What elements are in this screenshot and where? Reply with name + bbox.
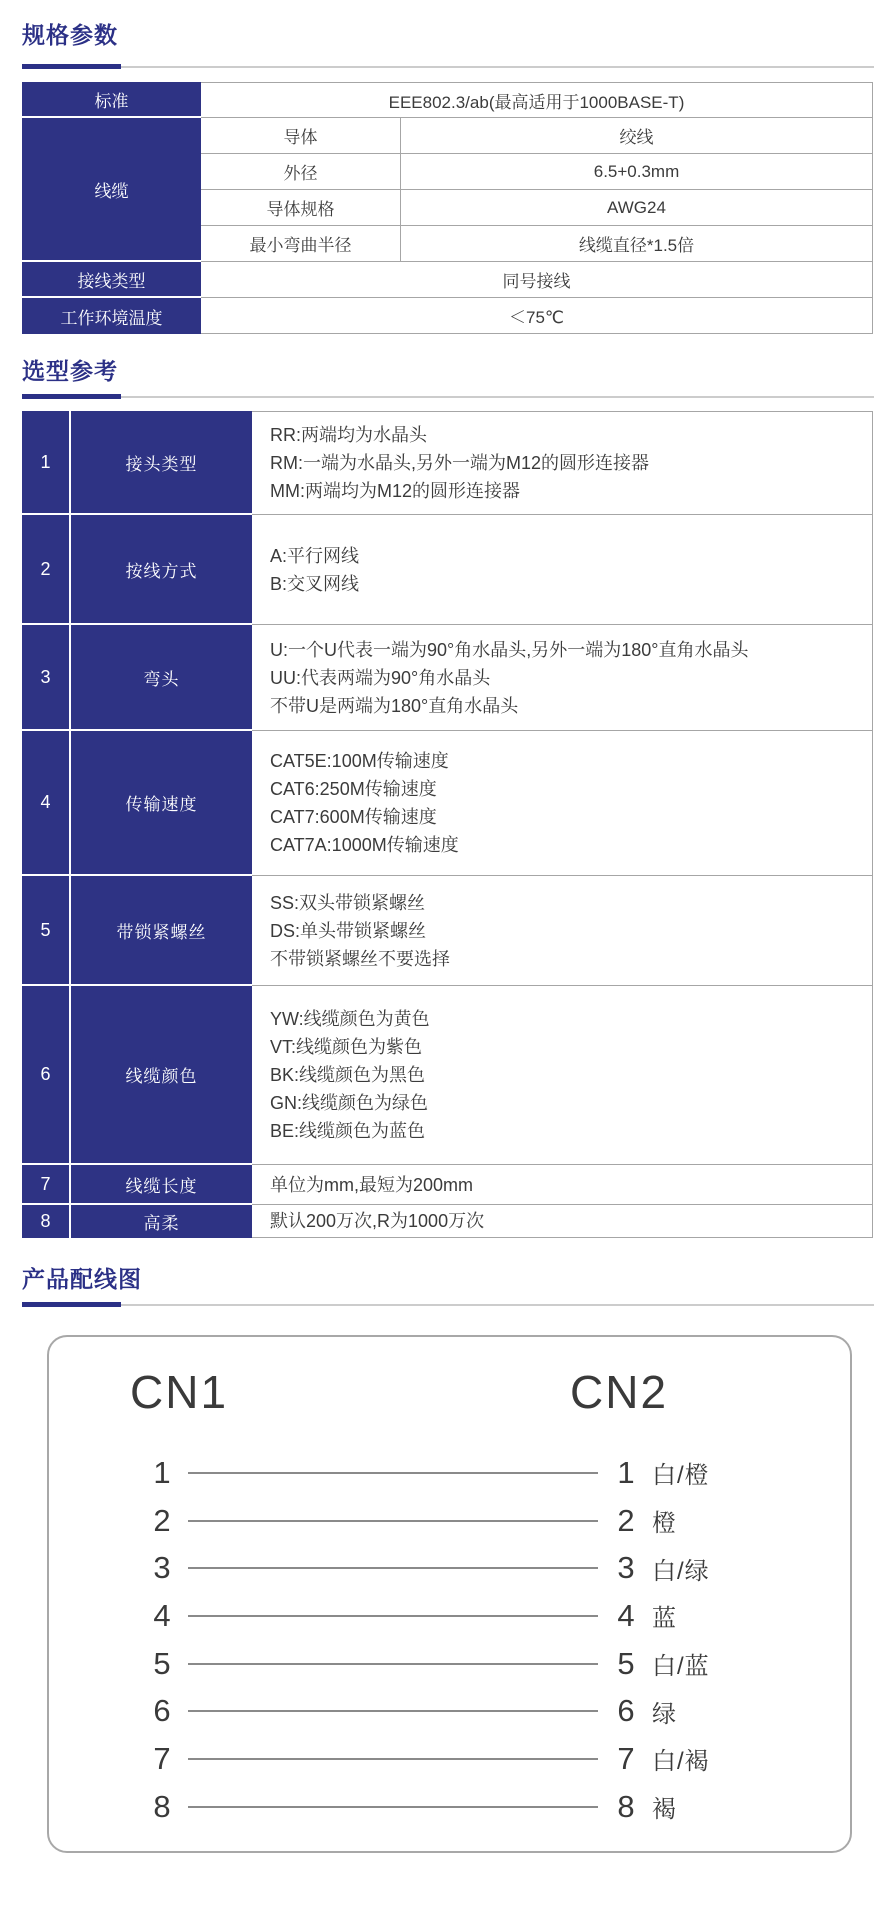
- selection-row-description: [252, 1205, 873, 1238]
- underline-gray-rule: [22, 396, 874, 398]
- selection-row-description: [252, 731, 873, 876]
- wire-color-label: 绿: [652, 1700, 677, 1728]
- selection-option-line: VT:线缆颜色为紫色: [270, 1037, 423, 1057]
- section-underline-wiring: [22, 1302, 874, 1307]
- section-specs: [0, 0, 891, 334]
- pin-rows: [49, 1449, 850, 1831]
- wiring-pin-row: [49, 1544, 850, 1592]
- selection-table-row: [22, 1165, 873, 1205]
- spec-table: [22, 82, 873, 334]
- selection-row-number: 5: [22, 876, 71, 986]
- selection-option-line: BK:线缆颜色为黑色: [270, 1065, 426, 1085]
- section-selection: [0, 356, 891, 1238]
- cn2-pin-number: 7: [617, 1740, 635, 1776]
- wire-line: [188, 1663, 598, 1665]
- selection-row-name: 按线方式: [71, 515, 252, 625]
- wiring-pin-row: [49, 1592, 850, 1640]
- section-wiring-diagram: [0, 1264, 891, 1853]
- wiring-pin-row: [49, 1735, 850, 1783]
- spec-label-standard: 标准: [22, 82, 201, 118]
- selection-option-line: SS:双头带锁紧螺丝: [270, 892, 426, 913]
- selection-table-row: [22, 625, 873, 731]
- wire-line: [188, 1472, 598, 1474]
- selection-table-row: [22, 731, 873, 876]
- selection-row-number: 2: [22, 515, 71, 625]
- selection-row-name: 传输速度: [71, 731, 252, 876]
- section-title-wiring: 产品配线图: [22, 1266, 142, 1292]
- spec-row-temperature: [22, 298, 873, 334]
- selection-row-name: 线缆长度: [71, 1165, 252, 1205]
- section-title-selection: 选型参考: [22, 358, 118, 384]
- cn1-pin-number: 3: [153, 1550, 171, 1586]
- spec-label-cable: 线缆: [22, 118, 201, 262]
- selection-option-line: RR:两端均为水晶头: [270, 425, 427, 445]
- cn2-pin-number: 8: [617, 1788, 635, 1824]
- selection-option-line: YW:线缆颜色为黄色: [270, 1009, 430, 1029]
- cn1-pin-number: 8: [153, 1788, 171, 1824]
- wire-line: [188, 1710, 598, 1712]
- selection-option-line: 默认200万次,R为1000万次: [270, 1211, 485, 1231]
- selection-row-description: [252, 625, 873, 731]
- selection-option-line: 单位为mm,最短为200mm: [270, 1174, 474, 1195]
- spec-label-temperature: 工作环境温度: [22, 298, 201, 334]
- cn2-pin-number: 6: [617, 1693, 635, 1729]
- cn1-pin-number: 2: [153, 1502, 171, 1538]
- spec-value-temperature: ＜75℃: [201, 298, 873, 334]
- cn2-pin-number: 5: [617, 1645, 635, 1681]
- spec-cable-subrow: [201, 226, 873, 262]
- selection-option-line: GN:线缆颜色为绿色: [270, 1093, 429, 1113]
- selection-option-line: CAT6:250M传输速度: [270, 779, 437, 799]
- wiring-pin-row: [49, 1783, 850, 1831]
- selection-option-line: DS:单头带锁紧螺丝: [270, 920, 427, 941]
- selection-row-number: 4: [22, 731, 71, 876]
- wire-color-label: 白/绿: [652, 1557, 710, 1585]
- selection-option-line: U:一个U代表一端为90°角水晶头,另外一端为180°直角水晶头: [270, 639, 749, 660]
- cn2-pin-number: 2: [617, 1502, 635, 1538]
- spec-cable-param: 导体: [201, 118, 401, 154]
- selection-row-number: 7: [22, 1165, 71, 1205]
- underline-navy-accent: [22, 1302, 121, 1307]
- selection-row-name: 弯头: [71, 625, 252, 731]
- wire-color-label: 蓝: [652, 1605, 677, 1633]
- spec-cable-subrows: [201, 118, 873, 262]
- selection-table-row: [22, 1205, 873, 1238]
- selection-table: [22, 411, 873, 1238]
- selection-table-row: [22, 411, 873, 515]
- selection-row-description: [252, 515, 873, 625]
- selection-table-row: [22, 986, 873, 1165]
- spec-cable-param: 导体规格: [201, 190, 401, 226]
- wire-line: [188, 1567, 598, 1569]
- selection-row-description: [252, 986, 873, 1165]
- wire-color-label: 白/褐: [652, 1748, 710, 1776]
- spec-value-standard: EEE802.3/ab(最高适用于1000BASE-T): [201, 82, 873, 118]
- spec-cable-param: 最小弯曲半径: [201, 226, 401, 262]
- selection-row-number: 6: [22, 986, 71, 1165]
- wire-color-label: 褐: [652, 1796, 677, 1824]
- selection-option-line: MM:两端均为M12的圆形连接器: [270, 481, 521, 501]
- spec-row-standard: [22, 82, 873, 118]
- selection-option-line: CAT7A:1000M传输速度: [270, 835, 459, 855]
- section-title-specs: 规格参数: [22, 22, 118, 48]
- spec-label-wiring-type: 接线类型: [22, 262, 201, 298]
- selection-row-name: 线缆颜色: [71, 986, 252, 1165]
- cn1-pin-number: 6: [153, 1693, 171, 1729]
- spec-cable-value: AWG24: [401, 190, 873, 226]
- selection-option-line: CAT7:600M传输速度: [270, 807, 437, 827]
- spec-cable-value: 6.5+0.3mm: [401, 154, 873, 190]
- wiring-pin-row: [49, 1640, 850, 1688]
- selection-option-line: UU:代表两端为90°角水晶头: [270, 667, 491, 688]
- underline-gray-rule: [22, 66, 874, 68]
- selection-option-line: BE:线缆颜色为蓝色: [270, 1121, 426, 1141]
- spec-cable-subrow: [201, 154, 873, 190]
- spec-cable-value: 绞线: [401, 118, 873, 154]
- wire-line: [188, 1520, 598, 1522]
- selection-option-line: CAT5E:100M传输速度: [270, 751, 449, 771]
- connector-label-cn2: CN2: [570, 1366, 669, 1418]
- selection-row-description: [252, 1165, 873, 1205]
- wiring-diagram-panel: [47, 1335, 852, 1853]
- cn2-pin-number: 4: [617, 1597, 635, 1633]
- connector-label-cn1: CN1: [130, 1366, 229, 1418]
- cn1-pin-number: 7: [153, 1740, 171, 1776]
- spec-cable-subrow: [201, 190, 873, 226]
- wire-line: [188, 1615, 598, 1617]
- selection-row-number: 1: [22, 411, 71, 515]
- selection-option-line: RM:一端为水晶头,另外一端为M12的圆形连接器: [270, 453, 650, 473]
- underline-navy-accent: [22, 394, 121, 399]
- cn1-pin-number: 5: [153, 1645, 171, 1681]
- wire-line: [188, 1758, 598, 1760]
- spec-cable-subrow: [201, 118, 873, 154]
- wire-color-label: 白/橙: [652, 1462, 710, 1490]
- selection-option-line: A:平行网线: [270, 545, 360, 566]
- section-underline-selection: [22, 394, 874, 399]
- cn2-pin-number: 1: [617, 1454, 635, 1490]
- selection-table-row: [22, 515, 873, 625]
- spec-value-wiring-type: 同号接线: [201, 262, 873, 298]
- selection-row-name: 接头类型: [71, 411, 252, 515]
- section-underline-specs: [22, 64, 874, 69]
- selection-option-line: 不带U是两端为180°直角水晶头: [270, 695, 519, 716]
- wire-line: [188, 1806, 598, 1808]
- selection-row-number: 3: [22, 625, 71, 731]
- selection-row-description: [252, 411, 873, 515]
- selection-row-name: 带锁紧螺丝: [71, 876, 252, 986]
- cn2-pin-number: 3: [617, 1550, 635, 1586]
- spec-row-wiring-type: [22, 262, 873, 298]
- selection-row-description: [252, 876, 873, 986]
- selection-option-line: B:交叉网线: [270, 573, 360, 594]
- cn1-pin-number: 4: [153, 1597, 171, 1633]
- selection-option-line: 不带锁紧螺丝不要选择: [270, 948, 450, 969]
- spec-row-cable: [22, 118, 873, 262]
- selection-table-row: [22, 876, 873, 986]
- selection-row-name: 高柔: [71, 1205, 252, 1238]
- spec-cable-param: 外径: [201, 154, 401, 190]
- spec-cable-value: 线缆直径*1.5倍: [401, 226, 873, 262]
- wiring-pin-row: [49, 1449, 850, 1497]
- wiring-pin-row: [49, 1687, 850, 1735]
- cn1-pin-number: 1: [153, 1454, 171, 1490]
- wiring-pin-row: [49, 1497, 850, 1545]
- selection-row-number: 8: [22, 1205, 71, 1238]
- wire-color-label: 白/蓝: [652, 1653, 710, 1681]
- wire-color-label: 橙: [652, 1510, 677, 1538]
- underline-navy-accent: [22, 64, 121, 69]
- underline-gray-rule: [22, 1304, 874, 1306]
